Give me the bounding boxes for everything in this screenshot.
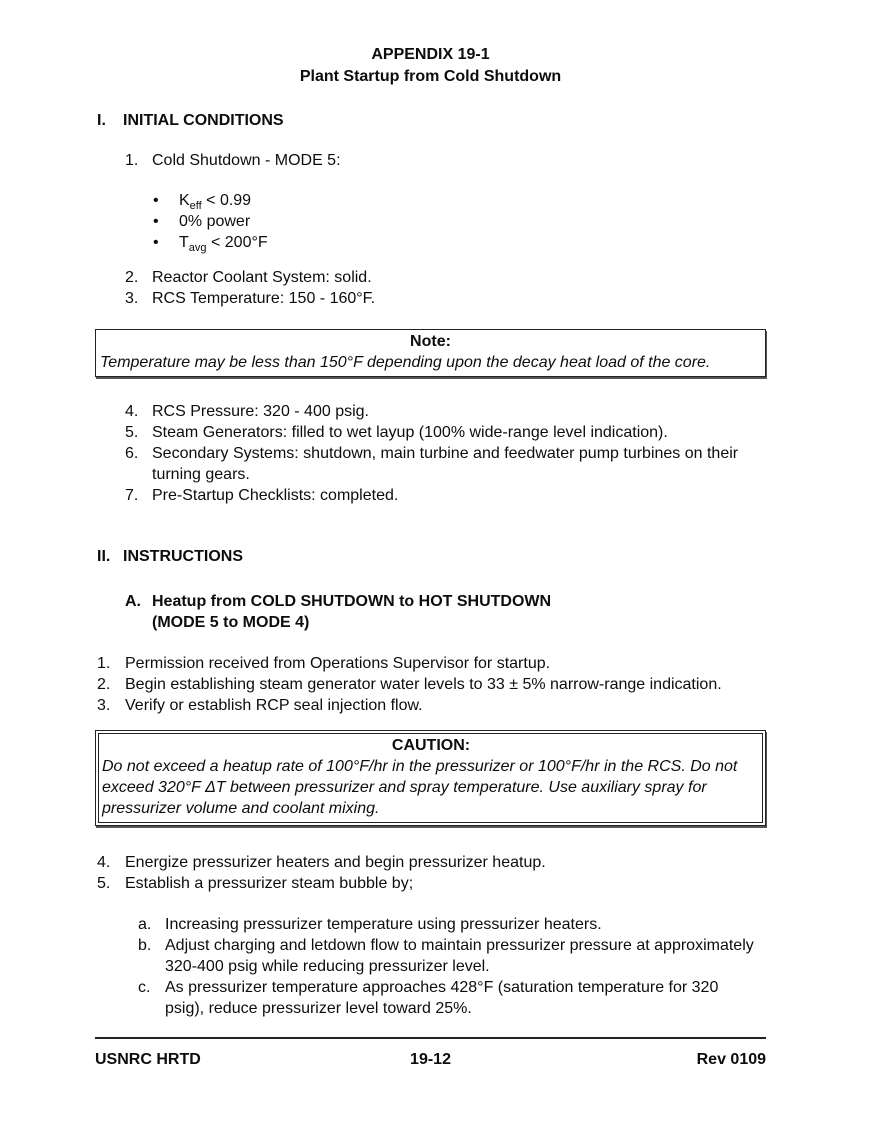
bullet-text-rest: < 0.99 [201, 192, 252, 209]
bullet-dot-icon: • [153, 234, 159, 251]
bullet-subscript: avg [188, 242, 207, 255]
list-item [125, 288, 766, 309]
section-i-heading-text: INITIAL CONDITIONS [123, 112, 284, 129]
step-number: 4. [97, 854, 111, 871]
step-item [97, 873, 766, 894]
subsection-a-heading [125, 591, 766, 633]
substep-text: As pressurizer temperature approaches 428°F (saturation temperature for 320 psig), reduce pressurizer level toward 25%. [165, 979, 719, 1017]
item-number: 4. [125, 403, 139, 420]
instruction-steps-continued [95, 852, 766, 894]
section-i-numeral: I. [97, 112, 106, 129]
step-item [97, 852, 766, 873]
item-text: Secondary Systems: shutdown, main turbine and feedwater pump turbines on their turning gears. [152, 445, 739, 483]
substep-item [138, 935, 766, 977]
item-number: 7. [125, 487, 139, 504]
section-ii-heading [95, 546, 766, 567]
substep-item [138, 914, 766, 935]
appendix-title: APPENDIX 19-1 [371, 46, 490, 63]
bullet-text [179, 190, 251, 211]
list-item [125, 401, 766, 422]
item-text: RCS Pressure: 320 - 400 psig. [152, 403, 369, 420]
list-item [125, 422, 766, 443]
initial-conditions-list [95, 267, 766, 309]
bullet-text [179, 232, 268, 253]
bullet-dot-icon: • [153, 192, 159, 209]
bullet-text [179, 211, 250, 232]
subsection-heading-text [152, 591, 551, 633]
step-number: 3. [97, 697, 111, 714]
footer-organization: USNRC HRTD [95, 1051, 201, 1068]
item-number: 5. [125, 424, 139, 441]
step-number: 5. [97, 875, 111, 892]
step-number: 2. [97, 676, 111, 693]
section-ii-heading-text: INSTRUCTIONS [123, 548, 243, 565]
item-number: 6. [125, 445, 139, 462]
instruction-steps [95, 653, 766, 716]
caution-label: CAUTION: [391, 737, 471, 754]
substep-text: Adjust charging and letdown flow to maintain pressurizer pressure at approximately 320-400 psig while reducing pressurizer level. [165, 937, 754, 975]
item-number: 1. [125, 152, 139, 169]
item-text: Pre-Startup Checklists: completed. [152, 487, 399, 504]
bullet-list [95, 190, 766, 253]
substep-letter: b. [138, 937, 152, 954]
appendix-subtitle: Plant Startup from Cold Shutdown [299, 68, 562, 85]
bullet-text-base: T [179, 234, 189, 251]
list-item [125, 485, 766, 506]
step-text: Energize pressurizer heaters and begin pressurizer heatup. [125, 854, 546, 871]
bullet-text-base: 0% power [179, 213, 251, 230]
bullet-dot-icon: • [153, 213, 159, 230]
step-item [97, 653, 766, 674]
substep-letter: c. [138, 979, 151, 996]
page-footer [95, 1049, 766, 1070]
subsection-heading-line2: (MODE 5 to MODE 4) [152, 614, 310, 631]
footer-page-number: 19-12 [410, 1051, 451, 1068]
footer-revision: Rev 0109 [696, 1051, 767, 1068]
bullet-item [153, 211, 766, 232]
step-item [97, 674, 766, 695]
bullet-text-base: K [179, 192, 190, 209]
note-label: Note: [410, 333, 451, 350]
list-item [125, 267, 766, 288]
list-item [125, 150, 766, 171]
substep-item [138, 977, 766, 1019]
subsection-letter: A. [125, 593, 141, 610]
item-text: Reactor Coolant System: solid. [152, 269, 372, 286]
section-i-heading [95, 110, 766, 131]
step-text: Verify or establish RCP seal injection flow. [125, 697, 423, 714]
note-text: Temperature may be less than 150°F depending upon the decay heat load of the core. [100, 354, 711, 371]
caution-box [95, 730, 766, 826]
item-text: Steam Generators: filled to wet layup (100% wide-range level indication). [152, 424, 668, 441]
section-ii-numeral: II. [97, 548, 111, 565]
footer-divider [95, 1037, 766, 1039]
step-text: Establish a pressurizer steam bubble by; [125, 875, 414, 892]
bullet-item [153, 232, 766, 253]
substep-list [95, 914, 766, 1019]
page-title [95, 44, 766, 88]
item-number: 3. [125, 290, 139, 307]
substep-letter: a. [138, 916, 152, 933]
bullet-item [153, 190, 766, 211]
bullet-subscript: eff [189, 200, 202, 213]
item-text: Cold Shutdown - MODE 5: [152, 152, 341, 169]
caution-box-inner [98, 733, 763, 823]
step-text: Permission received from Operations Supervisor for startup. [125, 655, 551, 672]
substep-text: Increasing pressurizer temperature using pressurizer heaters. [165, 916, 602, 933]
initial-conditions-list-continued [95, 401, 766, 506]
caution-text: Do not exceed a heatup rate of 100°F/hr in the pressurizer or 100°F/hr in the RCS. Do not exceed 320°F ΔT between pressurizer and spray temperature. Use auxiliary spray for pressurizer volume and coolant mixing. [102, 758, 738, 817]
subsection-heading-line1: Heatup from COLD SHUTDOWN to HOT SHUTDOWN [152, 593, 552, 610]
item-number: 2. [125, 269, 139, 286]
note-box [95, 329, 766, 377]
step-text: Begin establishing steam generator water levels to 33 ± 5% narrow-range indication. [125, 676, 722, 693]
step-number: 1. [97, 655, 111, 672]
step-item [97, 695, 766, 716]
item-text: RCS Temperature: 150 - 160°F. [152, 290, 376, 307]
list-item [125, 443, 766, 485]
bullet-text-rest: < 200°F [206, 234, 268, 251]
